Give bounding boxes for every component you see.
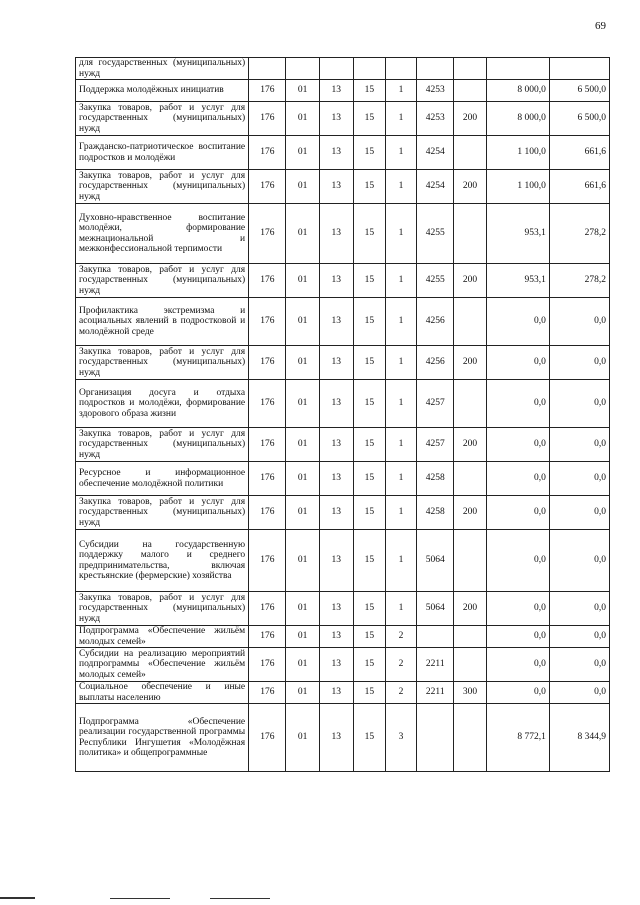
cell-sum1: 0,0 bbox=[486, 648, 549, 682]
cell-dir: 4256 bbox=[417, 298, 454, 346]
cell-sub: 1 bbox=[386, 462, 417, 496]
cell-name: Духовно-нравственное воспитание молодёжи, формирование межнациональной и межконфессиональной терпимости bbox=[76, 204, 249, 264]
cell-rz: 01 bbox=[286, 380, 319, 428]
cell-pr: 13 bbox=[319, 380, 353, 428]
cell-name: Организация досуга и отдыха подростков и молодёжи, формирование здорового образа жизни bbox=[76, 380, 249, 428]
table-row bbox=[76, 592, 610, 626]
cell-dir: 4257 bbox=[417, 428, 454, 462]
cell-rz: 01 bbox=[286, 428, 319, 462]
cell-admin: 176 bbox=[249, 428, 286, 462]
table-row bbox=[76, 626, 610, 648]
cell-sum1: 0,0 bbox=[486, 682, 549, 704]
table-row bbox=[76, 58, 610, 80]
cell-pr: 13 bbox=[319, 592, 353, 626]
cell-sub: 1 bbox=[386, 530, 417, 592]
cell-sum2: 0,0 bbox=[549, 462, 609, 496]
cell-prog: 15 bbox=[353, 496, 385, 530]
cell-prog: 15 bbox=[353, 204, 385, 264]
cell-name: Закупка товаров, работ и услуг для государственных (муниципальных) нужд bbox=[76, 428, 249, 462]
cell-admin: 176 bbox=[249, 530, 286, 592]
cell-rz: 01 bbox=[286, 592, 319, 626]
cell-rz: 01 bbox=[286, 682, 319, 704]
page-bottom-rule bbox=[110, 898, 170, 899]
cell-admin: 176 bbox=[249, 592, 286, 626]
cell-rz: 01 bbox=[286, 136, 319, 170]
cell-prog: 15 bbox=[353, 380, 385, 428]
table-row bbox=[76, 102, 610, 136]
cell-dir bbox=[417, 704, 454, 772]
cell-prog: 15 bbox=[353, 704, 385, 772]
cell-admin: 176 bbox=[249, 462, 286, 496]
cell-sub: 2 bbox=[386, 648, 417, 682]
cell-name: Подпрограмма «Обеспечение жильём молодых семей» bbox=[76, 626, 249, 648]
cell-pr: 13 bbox=[319, 80, 353, 102]
cell-pr: 13 bbox=[319, 462, 353, 496]
table-row bbox=[76, 170, 610, 204]
cell-prog: 15 bbox=[353, 428, 385, 462]
cell-dir: 4254 bbox=[417, 170, 454, 204]
cell-vr: 200 bbox=[454, 346, 486, 380]
page-number: 69 bbox=[595, 20, 606, 32]
cell-sum2 bbox=[549, 58, 609, 80]
cell-pr: 13 bbox=[319, 204, 353, 264]
cell-sum2: 278,2 bbox=[549, 204, 609, 264]
cell-sum2: 0,0 bbox=[549, 346, 609, 380]
cell-admin: 176 bbox=[249, 704, 286, 772]
cell-sum1: 0,0 bbox=[486, 346, 549, 380]
cell-vr bbox=[454, 626, 486, 648]
table-row bbox=[76, 136, 610, 170]
cell-admin: 176 bbox=[249, 648, 286, 682]
cell-dir: 4256 bbox=[417, 346, 454, 380]
cell-admin: 176 bbox=[249, 380, 286, 428]
page-bottom-rule bbox=[210, 898, 270, 899]
cell-vr: 200 bbox=[454, 264, 486, 298]
cell-sub: 2 bbox=[386, 682, 417, 704]
cell-name: Закупка товаров, работ и услуг для государственных (муниципальных) нужд bbox=[76, 496, 249, 530]
cell-pr: 13 bbox=[319, 264, 353, 298]
cell-sub: 1 bbox=[386, 428, 417, 462]
cell-dir: 4255 bbox=[417, 264, 454, 298]
cell-rz: 01 bbox=[286, 102, 319, 136]
cell-sum2: 0,0 bbox=[549, 380, 609, 428]
cell-admin bbox=[249, 58, 286, 80]
cell-pr: 13 bbox=[319, 704, 353, 772]
cell-pr: 13 bbox=[319, 682, 353, 704]
cell-admin: 176 bbox=[249, 496, 286, 530]
cell-vr bbox=[454, 204, 486, 264]
cell-name: Субсидии на государственную поддержку малого и среднего предпринимательства, включая крестьянские (фермерские) хозяйства bbox=[76, 530, 249, 592]
cell-sub: 2 bbox=[386, 626, 417, 648]
cell-dir: 4255 bbox=[417, 204, 454, 264]
cell-name: Закупка товаров, работ и услуг для государственных (муниципальных) нужд bbox=[76, 592, 249, 626]
cell-vr bbox=[454, 648, 486, 682]
cell-vr bbox=[454, 380, 486, 428]
budget-table bbox=[75, 57, 610, 772]
cell-vr bbox=[454, 462, 486, 496]
cell-admin: 176 bbox=[249, 264, 286, 298]
cell-name: Социальное обеспечение и иные выплаты населению bbox=[76, 682, 249, 704]
cell-dir: 4257 bbox=[417, 380, 454, 428]
cell-sum2: 0,0 bbox=[549, 626, 609, 648]
cell-dir bbox=[417, 58, 454, 80]
cell-vr bbox=[454, 704, 486, 772]
cell-pr bbox=[319, 58, 353, 80]
cell-admin: 176 bbox=[249, 626, 286, 648]
cell-sum2: 0,0 bbox=[549, 682, 609, 704]
cell-admin: 176 bbox=[249, 682, 286, 704]
cell-sum2: 661,6 bbox=[549, 170, 609, 204]
cell-sum1: 0,0 bbox=[486, 592, 549, 626]
cell-sum1: 0,0 bbox=[486, 298, 549, 346]
cell-sum1: 0,0 bbox=[486, 462, 549, 496]
cell-rz: 01 bbox=[286, 462, 319, 496]
cell-rz: 01 bbox=[286, 626, 319, 648]
cell-name: для государственных (муниципальных) нужд bbox=[76, 58, 249, 80]
cell-sum2: 6 500,0 bbox=[549, 80, 609, 102]
cell-sub: 1 bbox=[386, 136, 417, 170]
cell-sub bbox=[386, 58, 417, 80]
cell-dir: 5064 bbox=[417, 530, 454, 592]
cell-rz: 01 bbox=[286, 346, 319, 380]
cell-pr: 13 bbox=[319, 298, 353, 346]
cell-vr: 200 bbox=[454, 428, 486, 462]
cell-dir: 4254 bbox=[417, 136, 454, 170]
cell-dir: 4258 bbox=[417, 462, 454, 496]
cell-sub: 1 bbox=[386, 592, 417, 626]
cell-vr bbox=[454, 136, 486, 170]
cell-sum1: 8 772,1 bbox=[486, 704, 549, 772]
table-row bbox=[76, 80, 610, 102]
cell-prog bbox=[353, 58, 385, 80]
cell-vr: 300 bbox=[454, 682, 486, 704]
cell-admin: 176 bbox=[249, 346, 286, 380]
cell-sum1: 953,1 bbox=[486, 204, 549, 264]
cell-name: Подпрограмма «Обеспечение реализации государственной программы Республики Ингушетия «Молодёжная политика» и общепрограммные bbox=[76, 704, 249, 772]
cell-rz: 01 bbox=[286, 204, 319, 264]
cell-rz: 01 bbox=[286, 496, 319, 530]
cell-vr: 200 bbox=[454, 170, 486, 204]
cell-name: Ресурсное и информационное обеспечение молодёжной политики bbox=[76, 462, 249, 496]
cell-pr: 13 bbox=[319, 346, 353, 380]
cell-rz: 01 bbox=[286, 298, 319, 346]
cell-vr bbox=[454, 58, 486, 80]
cell-admin: 176 bbox=[249, 102, 286, 136]
cell-sum1: 0,0 bbox=[486, 428, 549, 462]
cell-sum2: 6 500,0 bbox=[549, 102, 609, 136]
table-row bbox=[76, 428, 610, 462]
table-row bbox=[76, 462, 610, 496]
cell-sum1: 1 100,0 bbox=[486, 136, 549, 170]
cell-rz bbox=[286, 58, 319, 80]
cell-vr: 200 bbox=[454, 496, 486, 530]
cell-dir: 2211 bbox=[417, 682, 454, 704]
table-row bbox=[76, 704, 610, 772]
cell-pr: 13 bbox=[319, 136, 353, 170]
cell-sub: 1 bbox=[386, 380, 417, 428]
table-row bbox=[76, 682, 610, 704]
cell-pr: 13 bbox=[319, 648, 353, 682]
cell-pr: 13 bbox=[319, 428, 353, 462]
cell-prog: 15 bbox=[353, 346, 385, 380]
cell-name: Закупка товаров, работ и услуг для государственных (муниципальных) нужд bbox=[76, 264, 249, 298]
cell-sub: 1 bbox=[386, 264, 417, 298]
cell-sum1 bbox=[486, 58, 549, 80]
cell-rz: 01 bbox=[286, 170, 319, 204]
cell-sum1: 0,0 bbox=[486, 530, 549, 592]
cell-sum1: 0,0 bbox=[486, 496, 549, 530]
cell-prog: 15 bbox=[353, 80, 385, 102]
cell-prog: 15 bbox=[353, 264, 385, 298]
cell-vr bbox=[454, 80, 486, 102]
cell-vr bbox=[454, 298, 486, 346]
cell-sum2: 661,6 bbox=[549, 136, 609, 170]
cell-prog: 15 bbox=[353, 530, 385, 592]
cell-pr: 13 bbox=[319, 496, 353, 530]
cell-pr: 13 bbox=[319, 170, 353, 204]
cell-sum2: 0,0 bbox=[549, 530, 609, 592]
cell-sum1: 953,1 bbox=[486, 264, 549, 298]
cell-rz: 01 bbox=[286, 264, 319, 298]
cell-name: Закупка товаров, работ и услуг для государственных (муниципальных) нужд bbox=[76, 102, 249, 136]
table-row bbox=[76, 380, 610, 428]
cell-sum2: 0,0 bbox=[549, 648, 609, 682]
table-row bbox=[76, 346, 610, 380]
cell-sum2: 0,0 bbox=[549, 298, 609, 346]
cell-dir: 5064 bbox=[417, 592, 454, 626]
cell-dir: 2211 bbox=[417, 648, 454, 682]
cell-sub: 3 bbox=[386, 704, 417, 772]
cell-sub: 1 bbox=[386, 170, 417, 204]
cell-prog: 15 bbox=[353, 298, 385, 346]
table-row bbox=[76, 298, 610, 346]
cell-name: Субсидии на реализацию мероприятий подпрограммы «Обеспечение жильём молодых семей» bbox=[76, 648, 249, 682]
cell-sub: 1 bbox=[386, 80, 417, 102]
cell-prog: 15 bbox=[353, 648, 385, 682]
cell-prog: 15 bbox=[353, 462, 385, 496]
cell-rz: 01 bbox=[286, 530, 319, 592]
cell-sum1: 0,0 bbox=[486, 626, 549, 648]
cell-rz: 01 bbox=[286, 704, 319, 772]
cell-sub: 1 bbox=[386, 496, 417, 530]
table-row bbox=[76, 648, 610, 682]
cell-sum2: 0,0 bbox=[549, 496, 609, 530]
cell-dir: 4258 bbox=[417, 496, 454, 530]
cell-sub: 1 bbox=[386, 102, 417, 136]
cell-prog: 15 bbox=[353, 136, 385, 170]
cell-sub: 1 bbox=[386, 204, 417, 264]
cell-dir: 4253 bbox=[417, 102, 454, 136]
cell-prog: 15 bbox=[353, 170, 385, 204]
cell-sub: 1 bbox=[386, 298, 417, 346]
cell-sum2: 0,0 bbox=[549, 428, 609, 462]
table-row bbox=[76, 264, 610, 298]
table-row bbox=[76, 204, 610, 264]
cell-sum1: 8 000,0 bbox=[486, 102, 549, 136]
cell-dir bbox=[417, 626, 454, 648]
cell-pr: 13 bbox=[319, 102, 353, 136]
cell-dir: 4253 bbox=[417, 80, 454, 102]
cell-pr: 13 bbox=[319, 626, 353, 648]
cell-prog: 15 bbox=[353, 592, 385, 626]
page-bottom-rule bbox=[0, 897, 35, 899]
cell-sum2: 278,2 bbox=[549, 264, 609, 298]
cell-vr: 200 bbox=[454, 592, 486, 626]
cell-sum1: 0,0 bbox=[486, 380, 549, 428]
cell-name: Гражданско-патриотическое воспитание подростков и молодёжи bbox=[76, 136, 249, 170]
cell-admin: 176 bbox=[249, 136, 286, 170]
cell-name: Профилактика экстремизма и асоциальных явлений в подростковой и молодёжной среде bbox=[76, 298, 249, 346]
cell-name: Поддержка молодёжных инициатив bbox=[76, 80, 249, 102]
cell-admin: 176 bbox=[249, 80, 286, 102]
cell-name: Закупка товаров, работ и услуг для государственных (муниципальных) нужд bbox=[76, 170, 249, 204]
cell-prog: 15 bbox=[353, 682, 385, 704]
cell-rz: 01 bbox=[286, 80, 319, 102]
cell-prog: 15 bbox=[353, 626, 385, 648]
table-row bbox=[76, 496, 610, 530]
cell-sub: 1 bbox=[386, 346, 417, 380]
cell-name: Закупка товаров, работ и услуг для государственных (муниципальных) нужд bbox=[76, 346, 249, 380]
cell-admin: 176 bbox=[249, 298, 286, 346]
cell-sum1: 1 100,0 bbox=[486, 170, 549, 204]
cell-admin: 176 bbox=[249, 170, 286, 204]
table-row bbox=[76, 530, 610, 592]
cell-sum1: 8 000,0 bbox=[486, 80, 549, 102]
cell-vr: 200 bbox=[454, 102, 486, 136]
cell-pr: 13 bbox=[319, 530, 353, 592]
cell-sum2: 8 344,9 bbox=[549, 704, 609, 772]
cell-rz: 01 bbox=[286, 648, 319, 682]
cell-admin: 176 bbox=[249, 204, 286, 264]
cell-prog: 15 bbox=[353, 102, 385, 136]
cell-sum2: 0,0 bbox=[549, 592, 609, 626]
cell-vr bbox=[454, 530, 486, 592]
